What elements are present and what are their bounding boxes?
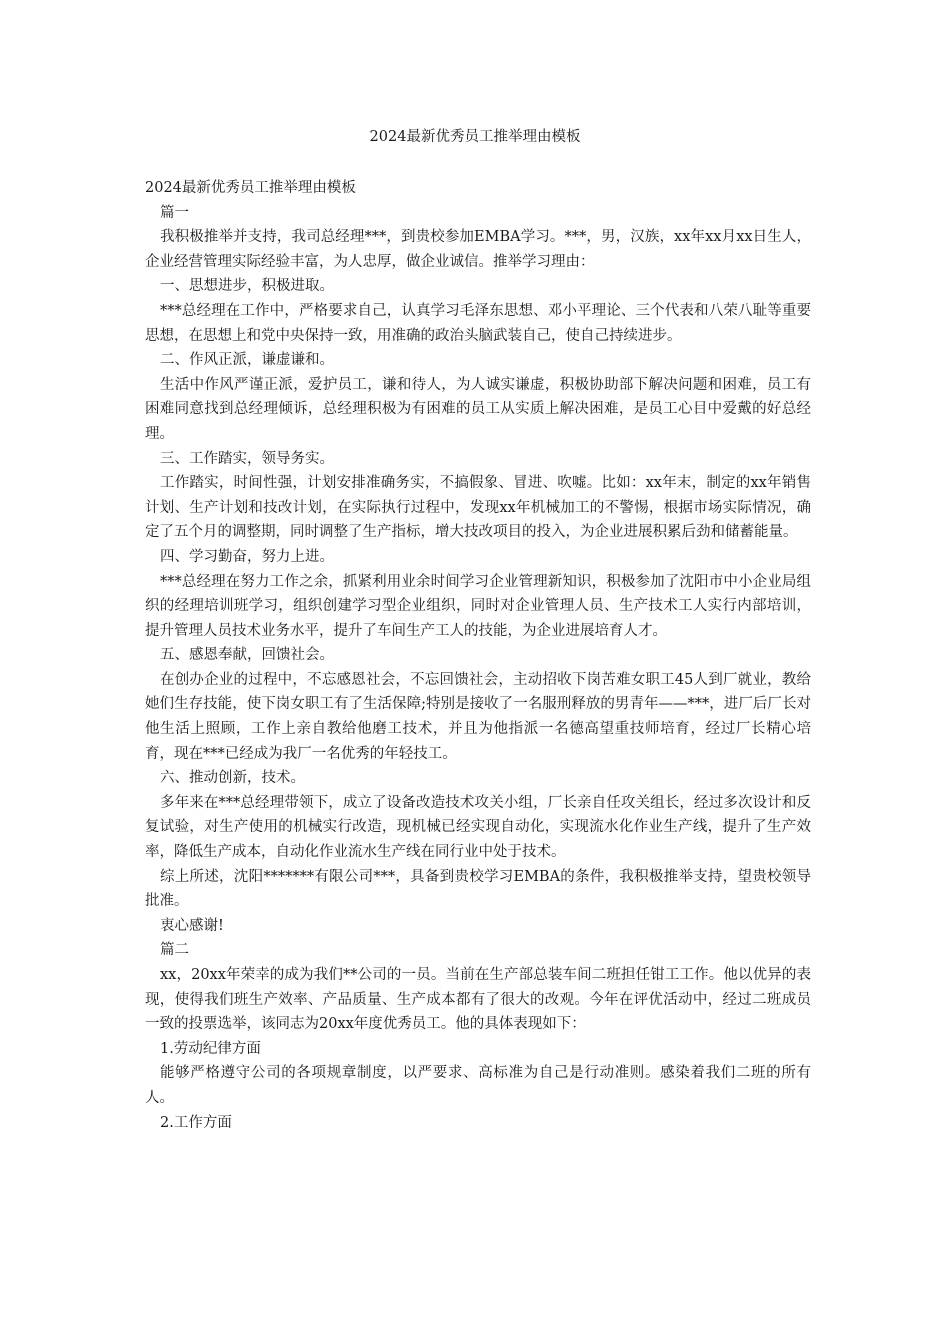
paragraph: 衷心感谢! (160, 917, 224, 934)
section-heading: 四、学习勤奋，努力上进。 (160, 548, 334, 565)
paragraph: ***总经理在努力工作之余，抓紧利用业余时间学习企业管理新知识，积极参加了沈阳市中小企业局组织的经理培训班学习，组织创建学习型企业组织，同时对企业管理人员、生产技术工人实行内部培训，提升管理人员技术业务水平，提升了车间生产工人的技能，为企业进展培育人才。 (145, 573, 811, 639)
paragraph: xx，20xx年荣幸的成为我们**公司的一员。当前在生产部总装车间二班担任钳工工作。他以优异的表现，使得我们班生产效率、产品质量、生产成本都有了很大的改观。今年在评优活动中，经过二班成员一致的投票选举，该同志为20xx年度优秀员工。他的具体表现如下： (145, 967, 811, 1033)
paragraph: 能够严格遵守公司的各项规章制度，以严要求、高标准为自己是行动准则。感染着我们二班的所有人。 (145, 1065, 811, 1106)
paragraph: 生活中作风严谨正派，爱护员工，谦和待人，为人诚实谦虚，积极协助部下解决问题和困难，员工有困难同意找到总经理倾诉，总经理积极为有困难的员工从实质上解决困难，是员工心目中爱戴的好总经理。 (145, 376, 811, 442)
section-heading: 一、思想进步，积极进取。 (160, 278, 334, 295)
paragraph: 综上所述，沈阳*******有限公司***，具备到贵校学习EMBA的条件，我积极推举支持，望贵校领导批准。 (145, 868, 811, 910)
document-title: 2024最新优秀员工推举理由模板 (369, 129, 581, 145)
section-heading: 1.劳动纪律方面 (160, 1040, 261, 1057)
document-body (145, 176, 811, 1135)
paragraph: 多年来在***总经理带领下，成立了设备改造技术攻关小组，厂长亲自任攻关组长，经过多次设计和反复试验，对生产使用的机械实行改造，现机械已经实现自动化，实现流水化作业生产线，提升了生产效率，降低生产成本，自动化作业流水生产线在同行业中处于技术。 (145, 794, 811, 861)
section-heading: 2.工作方面 (160, 1114, 232, 1131)
section-label-part-one: 篇一 (160, 204, 189, 221)
section-label-part-two: 篇二 (160, 942, 189, 959)
section-heading: 三、工作踏实，领导务实。 (160, 450, 334, 467)
paragraph: 工作踏实，时间性强，计划安排准确务实，不搞假象、冒进、吹嘘。比如：xx年末，制定的xx年销售计划、生产计划和技改计划，在实际执行过程中，发现xx年机械加工的不警惕，根据市场实际情况，确定了五个月的调整期，同时调整了生产指标，增大技改项目的投入，为企业进展积累后劲和储蓄能量。 (145, 475, 811, 541)
section-heading: 六、推动创新，技术。 (160, 770, 305, 787)
paragraph: ***总经理在工作中，严格要求自己，认真学习毛泽东思想、邓小平理论、三个代表和八荣八耻等重要思想，在思想上和党中央保持一致，用准确的政治头脑武装自己，使自己持续进步。 (145, 302, 811, 344)
document-subtitle: 2024最新优秀员工推举理由模板 (145, 180, 356, 196)
paragraph: 我积极推举并支持，我司总经理***，到贵校参加EMBA学习。***，男，汉族，xx年xx月xx日生人，企业经营管理实际经验丰富，为人忠厚，做企业诚信。推举学习理由： (145, 229, 811, 270)
paragraph: 在创办企业的过程中，不忘感恩社会，不忘回馈社会，主动招收下岗苦难女职工45人到厂就业，教给她们生存技能，使下岗女职工有了生活保障;特别是接收了一名服刑释放的男青年——***，进厂后厂长对他生活上照顾，工作上亲自教给他磨工技术，并且为他指派一名德高望重技师培育，经过厂长精心培育，现在***已经成为我厂一名优秀的年轻技工。 (145, 671, 811, 762)
section-heading: 二、作风正派，谦虚谦和。 (160, 352, 334, 369)
section-heading: 五、感恩奉献，回馈社会。 (160, 647, 334, 664)
